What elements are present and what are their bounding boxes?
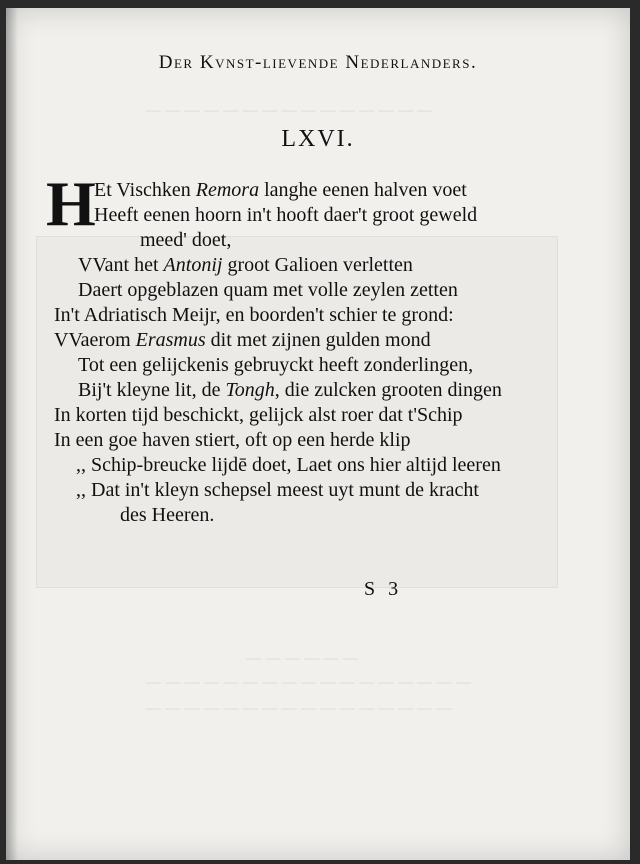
poem-line: In korten tijd beschickt, gelijck alst roer dat t'Schip (54, 404, 463, 426)
show-through-text: — — — — — — — — — — — — — — — (146, 100, 433, 119)
poem-line: Et Vischken Remora langhe eenen halven voet (94, 179, 467, 201)
poem-line: des Heeren. (120, 504, 215, 526)
poem-line: Tot een gelijckenis gebruyckt heeft zonderlingen, (78, 354, 474, 376)
poem-line: meed' doet, (140, 229, 232, 251)
poem-line: VVant het Antonij groot Galioen verletten (78, 254, 413, 276)
poem-line: In't Adriatisch Meijr, en boorden't schier te grond: (54, 304, 454, 326)
poem-line: Bij't kleyne lit, de Tongh, die zulcken grooten dingen (78, 379, 502, 401)
poem-line: ,, Schip-breucke lijdē doet, Laet ons hier altijd leeren (76, 454, 501, 476)
poem-line: ,, Dat in't kleyn schepsel meest uyt munt de kracht (76, 479, 479, 501)
section-number: LXVI. (281, 126, 355, 152)
show-through-text: — — — — — — — — — — — — — — — — — (146, 672, 471, 691)
signature-mark: S 3 (364, 578, 403, 600)
show-through-text: — — — — — — — — — — — — — — — — (146, 698, 452, 717)
poem-line: VVaerom Erasmus dit met zijnen gulden mond (54, 329, 431, 351)
running-head: Der Kvnst-lievende Nederlanders. (158, 52, 478, 73)
poem-line: Heeft eenen hoorn in't hooft daer't groot geweld (94, 204, 478, 226)
poem-line: In een goe haven stiert, oft op een herde klip (54, 429, 411, 451)
poem (44, 168, 604, 528)
poem-line: Daert opgeblazen quam met volle zeylen zetten (78, 279, 458, 301)
drop-cap: H (46, 168, 96, 239)
book-page (6, 8, 630, 860)
show-through-text: — — — — — — (246, 648, 358, 667)
